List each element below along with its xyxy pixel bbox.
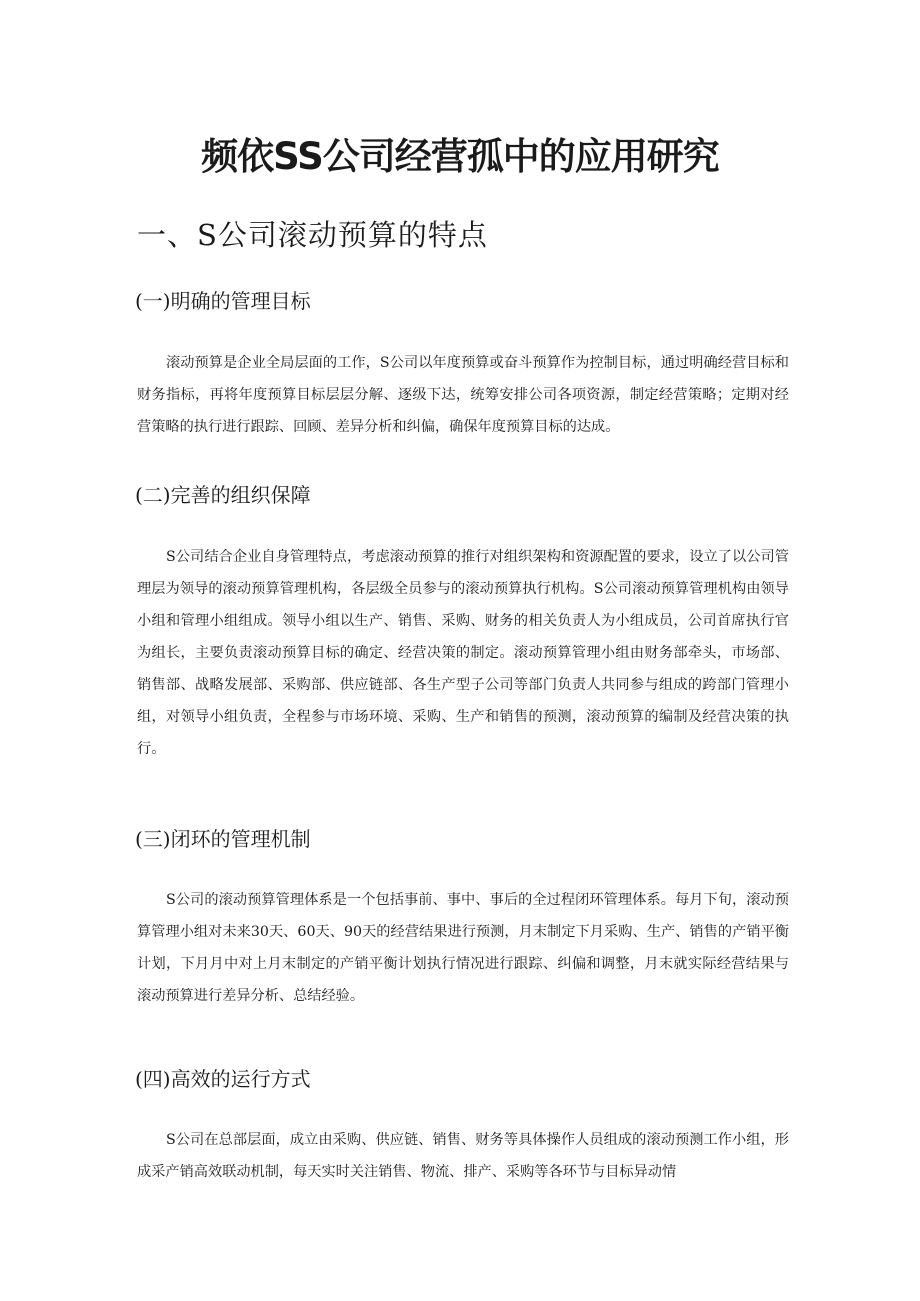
section-heading: 一、S公司滚动预算的特点 (137, 218, 488, 252)
subsection-heading-1: (一)明确的管理目标 (135, 289, 311, 313)
subsection-heading-3: (三)闭环的管理机制 (135, 827, 311, 851)
document-title: 频依SS公司经营孤中的应用研究 (201, 135, 719, 178)
paragraph-1: 滚动预算是企业全局层面的工作，S公司以年度预算或奋斗预算作为控制目标，通过明确经营目标和财务指标，再将年度预算目标层层分解、逐级下达，统筹安排公司各项资源，制定经营策略；定期对经营策略的执行进行跟踪、回顾、差异分析和纠偏，确保年度预算目标的达成。 (137, 355, 789, 435)
paragraph-2: S公司结合企业自身管理特点，考虑滚动预算的推行对组织架构和资源配置的要求，设立了以公司管理层为领导的滚动预算管理机构，各层级全员参与的滚动预算执行机构。S公司滚动预算管理机构由领导小组和管理小组组成。领导小组以生产、销售、采购、财务的相关负责人为小组成员，公司首席执行官为组长，主要负责滚动预算目标的确定、经营决策的制定。滚动预算管理小组由财务部牵头，市场部、销售部、战略发展部、采购部、供应链部、各生产型子公司等部门负责人共同参与组成的跨部门管理小组，对领导小组负责，全程参与市场环境、采购、生产和销售的预测，滚动预算的编制及经营决策的执行。 (137, 549, 789, 757)
paragraph-3: S公司的滚动预算管理体系是一个包括事前、事中、事后的全过程闭环管理体系。每月下旬，滚动预算管理小组对未来30天、60天、90天的经营结果进行预测，月末制定下月采购、生产、销售的产销平衡计划，下月月中对上月末制定的产销平衡计划执行情况进行跟踪、纠偏和调整，月末就实际经营结果与滚动预算进行差异分析、总结经验。 (137, 892, 789, 1004)
subsection-heading-2: (二)完善的组织保障 (135, 483, 311, 507)
paragraph-4: S公司在总部层面，成立由采购、供应链、销售、财务等具体操作人员组成的滚动预测工作小组，形成采产销高效联动机制，每天实时关注销售、物流、排产、采购等各环节与目标异动情 (137, 1132, 789, 1180)
subsection-heading-4: (四)高效的运行方式 (135, 1067, 311, 1091)
